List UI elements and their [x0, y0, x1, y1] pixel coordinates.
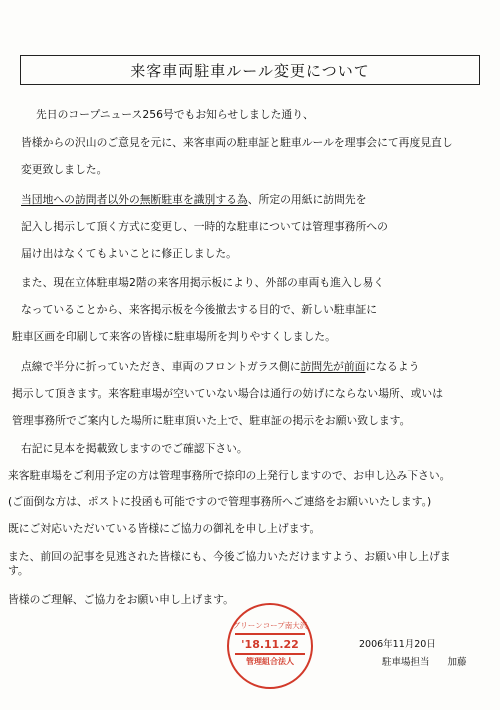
body-line: 来客駐車場をご利用予定の方は管理事務所で捺印の上発行しますので、お申し込み下さい。	[8, 469, 451, 482]
body-line: 記入し掲示して頂く方式に変更し、一時的な駐車については管理事務所への	[21, 220, 388, 233]
body-line-tail: になるよう	[365, 360, 420, 373]
body-line: 皆様のご理解、ご協力をお願い申し上げます。	[8, 593, 234, 606]
stamp-org-text: グリーンコープ南大沢	[232, 621, 308, 630]
body-line	[21, 360, 419, 373]
footer-name: 加藤	[447, 657, 467, 668]
body-line: 駐車区画を印刷して来客の皆様に駐車場所を判りやすくしました。	[12, 330, 336, 343]
body-line	[21, 193, 367, 206]
body-line: また、現在立体駐車場2階の来客用掲示板により、外部の車両も進入し易く	[21, 276, 385, 289]
underlined-phrase: 訪問先が前面	[300, 360, 366, 373]
body-line: 管理事務所でご案内した場所に駐車頂いた上で、駐車証の掲示をお願い致します。	[12, 414, 411, 427]
body-line: (ご面倒な方は、ポストに投函も可能ですので管理事務所へご連絡をお願いいたします。)	[8, 495, 432, 508]
stamp-divider	[235, 653, 305, 655]
approval-stamp	[227, 603, 313, 689]
body-line: 皆様からの沢山のご意見を元に、来客車両の駐車証と駐車ルールを理事会にて再度見直し	[21, 136, 453, 149]
footer-role	[382, 654, 467, 668]
body-line: 変更致しました。	[21, 163, 108, 176]
body-line: 掲示して頂きます。来客駐車場が空いていない場合は通行の妨げにならない場所、或いは	[12, 387, 444, 400]
footer-role-text: 駐車場担当	[382, 657, 430, 668]
underlined-phrase: 当団地への訪問者以外の無断駐車を識別する為	[21, 193, 248, 206]
notice-title-text: 来客車両駐車ルール変更について	[130, 61, 370, 80]
body-line: 届け出はなくてもよいことに修正しました。	[21, 247, 237, 260]
stamp-bottom-text: 管理組合法人	[246, 657, 294, 666]
body-line: また、前回の記事を見逃された皆様にも、今後ご協力いただけますよう、お願い申し上げま	[8, 550, 451, 563]
body-line-tail: 、所定の用紙に訪問先を	[247, 193, 367, 206]
body-line: なっていることから、来客掲示板を今後撤去する目的で、新しい駐車証に	[21, 303, 378, 316]
stamp-divider	[235, 633, 305, 635]
footer-date: 2006年11月20日	[359, 639, 436, 650]
body-line: 先日のコープニュース256号でもお知らせしました通り、	[36, 108, 314, 121]
body-line: す。	[8, 564, 29, 577]
body-line: 既にご対応いただいている皆様にご協力の御礼を申し上げます。	[8, 522, 321, 535]
body-line: 右記に見本を掲載致しますのでご確認下さい。	[21, 442, 248, 455]
stamp-date-text: '18.11.22	[241, 638, 299, 651]
body-line-head: 点線で半分に折っていただき、車両のフロントガラス側に	[21, 360, 301, 373]
